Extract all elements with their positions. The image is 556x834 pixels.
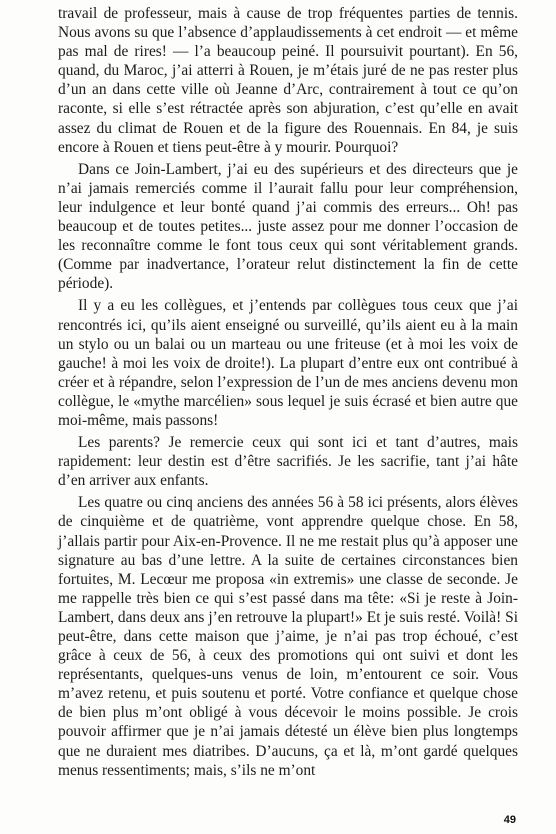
page-number: 49 xyxy=(503,814,516,826)
paragraph-parents: Les parents? Je remercie ceux qui sont ici et tant d’autres, mais rapidement: leur destin est d’être sacrifiés. Je les sacrifie, tant j’ai hâte d’en arriver aux enfants. xyxy=(58,434,518,490)
paragraph-former-students: Les quatre ou cinq anciens des années 56 à 58 ici présents, alors élèves de cinquième et de quatrième, vont apprendre quelque chose. En 58, j’allais partir pour Aix-en-Provence. Il ne me restait plus qu’à apposer une signature au bas d’une lettre. A la suite de certaines circonstances bien fortuites, M. Lecœur me proposa «in extremis» une classe de seconde. Je me rappelle très bien ce qui s’est passé dans ma tête: «Si je reste à Join-Lambert, dans deux ans j’en retrouve la plupart!» Et je suis resté. Voilà! Si peut-être, dans cette maison que j’aime, je n’ai pas trop échoué, c’est grâce à ceux de 56, à ceux des promotions qui ont suivi et dont les représentants, quelques-uns venus de loin, m’entourent ce soir. Vous m’avez retenu, et puis soutenu et porté. Votre confiance et quelque chose de bien plus m’ont obligé à vous décevoir le moins possible. Je crois pouvoir affirmer que je n’ai jamais détesté un élève bien plus longtemps que ne duraient mes diatribes. D’aucuns, ça et là, m’ont gardé quelques menus ressentiments; mais, s’ils ne m’ont xyxy=(58,494,518,779)
paragraph-continued: travail de professeur, mais à cause de trop fréquentes parties de tennis. Nous avons su que l’absence d’applaudissements à cet endroit — et même pas mal de rires! — l’a beaucoup peiné. Il poursuivit pourtant). En 56, quand, du Maroc, j’ai atterri à Rouen, je m’étais juré de ne pas rester plus d’un an dans cette ville où Jeanne d’Arc, contrairement à tout ce qu’on raconte, si elle s’est rétractée après son abjuration, c’est qu’elle en avait assez du climat de Rouen et de la figure des Rouennais. En 84, je suis encore à Rouen et tiens peut-être à y mourir. Pourquoi? xyxy=(58,5,518,156)
paragraph-superiors: Dans ce Join-Lambert, j’ai eu des supérieurs et des directeurs que je n’ai jamais remerciés comme il l’aurait fallu pour leur compréhension, leur indulgence et leur bonté quand j’ai commis des erreurs... Oh! pas beaucoup et de toutes petites... juste assez pour me donner l’occasion de les reconnaître comme le font tous ceux qui sont véritablement grands. (Comme par inadvertance, l’orateur relut distinctement la fin de cette période). xyxy=(58,160,518,293)
body-text xyxy=(58,4,518,780)
paragraph-colleagues: Il y a eu les collègues, et j’entends par collègues tous ceux que j’ai rencontrés ici, qu’ils aient enseigné ou surveillé, qu’ils aient eu à la main un stylo ou un balai ou un marteau ou une friteuse (et à moi les voix de gauche! à moi les voix de droite!). La plupart d’entre eux ont contribué à créer et à répandre, selon l’expression de l’un de mes anciens devenu mon collègue, le «mythe marcélien» sous lequel je suis écrasé et bien autre que moi-même, mais passons! xyxy=(58,297,518,429)
